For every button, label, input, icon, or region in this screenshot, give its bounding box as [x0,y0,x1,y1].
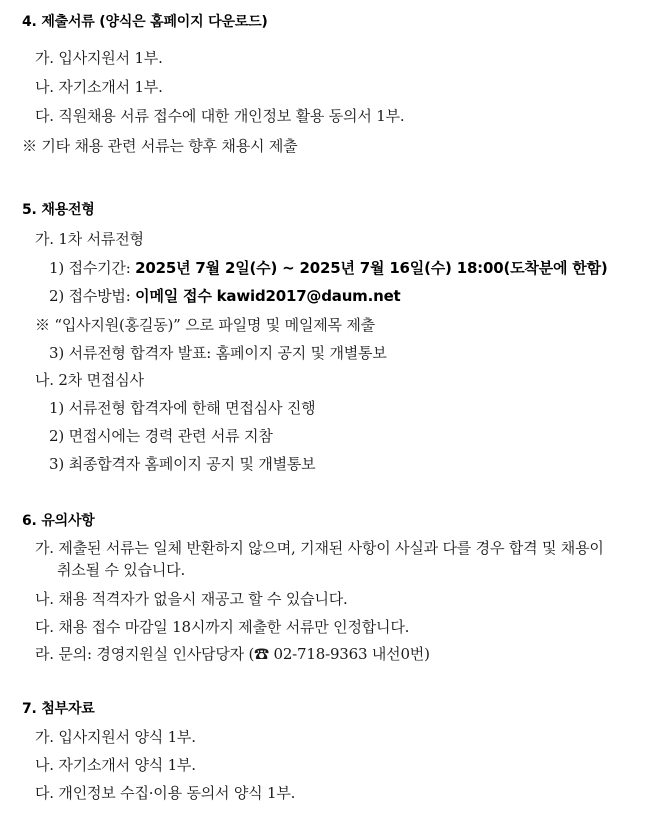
section-4-item-2: 나. 자기소개서 1부. [35,78,163,96]
application-method-label: 2) 접수방법: [49,287,136,305]
section-5-interview-item-3: 3) 최종합격자 홈페이지 공지 및 개별통보 [49,455,316,473]
section-7-item-2: 나. 자기소개서 양식 1부. [35,756,196,774]
section-7-item-3: 다. 개인정보 수집·이용 동의서 양식 1부. [35,784,296,802]
section-6-item-3: 다. 채용 접수 마감일 18시까지 제출한 서류만 인정합니다. [35,618,410,636]
section-5-title: 5. 채용전형 [22,202,95,218]
section-5-stage-1: 가. 1차 서류전형 [35,230,144,248]
section-5-stage-2: 나. 2차 면접심사 [35,371,144,389]
section-4-title: 4. 제출서류 (양식은 홈페이지 다운로드) [22,14,268,30]
section-5-application-method [49,286,401,306]
section-4-item-1: 가. 입사지원서 1부. [35,49,163,67]
section-6-item-4: 라. 문의: 경영지원실 인사담당자 (☎ 02-718-9363 내선0번) [35,645,430,663]
section-6-title: 6. 유의사항 [22,513,95,529]
section-5-interview-item-1: 1) 서류전형 합격자에 한해 면접심사 진행 [49,399,316,417]
section-5-interview-item-2: 2) 면접시에는 경력 관련 서류 지참 [49,427,273,445]
section-6-item-1-line-2: 취소될 수 있습니다. [57,561,186,579]
application-period-value: 2025년 7월 2일(수) ~ 2025년 7월 16일(수) 18:00(도착분에 한함) [135,259,608,277]
section-6-item-1-line-1: 가. 제출된 서류는 일체 반환하지 않으며, 기재된 사항이 사실과 다를 경우 합격 및 채용이 [35,539,604,557]
section-5-document-result: 3) 서류전형 합격자 발표: 홈페이지 공지 및 개별통보 [49,344,387,362]
section-7-title: 7. 첨부자료 [22,701,95,717]
section-4-note: ※ 기타 채용 관련 서류는 향후 채용시 제출 [22,137,298,155]
application-method-value: 이메일 접수 kawid2017@daum.net [135,287,401,305]
section-4-item-3: 다. 직원채용 서류 접수에 대한 개인정보 활용 동의서 1부. [35,107,405,125]
section-7-item-1: 가. 입사지원서 양식 1부. [35,728,196,746]
section-5-application-period [49,258,608,278]
section-6-item-2: 나. 채용 적격자가 없을시 재공고 할 수 있습니다. [35,590,348,608]
application-period-label: 1) 접수기간: [49,259,136,277]
section-5-filename-note: ※ “입사지원(홍길동)” 으로 파일명 및 메일제목 제출 [35,316,375,334]
